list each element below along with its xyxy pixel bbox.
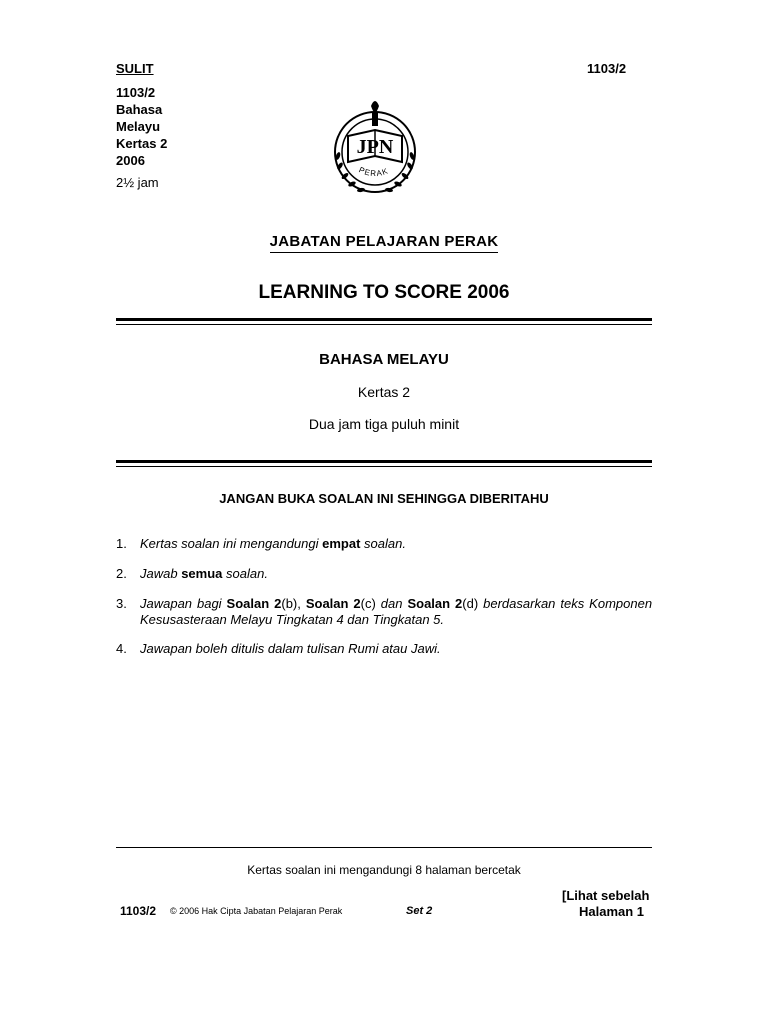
paper-code-right: 1103/2 — [587, 61, 627, 76]
program-title: LEARNING TO SCORE 2006 — [258, 282, 510, 303]
duration-label: 2½ jam — [116, 175, 159, 190]
header-left-block — [116, 84, 167, 169]
sulit-label: SULIT — [116, 61, 154, 76]
page-count-note: Kertas soalan ini mengandungi 8 halaman bercetak — [247, 863, 521, 877]
subject-name: BAHASA MELAYU — [319, 351, 449, 368]
see-over-label: [Lihat sebelah — [562, 888, 650, 903]
instruction-number: 3. — [116, 596, 127, 611]
header-line: 2006 — [116, 153, 145, 168]
footer-rule — [116, 847, 652, 848]
instruction-text: Kertas soalan ini mengandungi empat soalan. — [140, 536, 406, 551]
instruction-text: Jawapan boleh ditulis dalam tulisan Rumi atau Jawi. — [140, 641, 441, 656]
crest-perak-text: PERAK — [357, 165, 390, 179]
bottom-double-rule — [116, 460, 652, 467]
instruction-number: 2. — [116, 566, 127, 581]
instruction-text: Jawapan bagi Soalan 2(b), Soalan 2(c) dan Soalan 2(d) berdasarkan teks Komponen Kesusasteraan Melayu Tingkatan 4 dan Tingkatan 5. — [140, 596, 653, 627]
header-line: Kertas 2 — [116, 136, 168, 151]
copyright-note: © 2006 Hak Cipta Jabatan Pelajaran Perak — [170, 906, 343, 916]
instruction-number: 4. — [116, 641, 127, 656]
header-line: 1103/2 — [116, 85, 156, 100]
paper-number: Kertas 2 — [357, 384, 411, 400]
top-double-rule — [116, 318, 652, 325]
duration-words: Dua jam tiga puluh minit — [308, 416, 460, 432]
warning-heading: JANGAN BUKA SOALAN INI SEHINGGA DIBERITAHU — [219, 491, 549, 506]
footer-paper-code: 1103/2 — [120, 904, 157, 918]
instruction-number: 1. — [116, 536, 127, 551]
set-label: Set 2 — [406, 905, 433, 917]
department-title: JABATAN PELAJARAN PERAK — [0, 233, 768, 250]
instruction-text: Jawab semua soalan. — [140, 566, 268, 581]
header-line: Bahasa — [116, 102, 163, 117]
header-line: Melayu — [116, 119, 161, 134]
jpn-perak-crest-logo — [320, 96, 430, 206]
crest-jpn-text: JPN — [356, 136, 394, 158]
page-number: Halaman 1 — [579, 904, 645, 919]
svg-text:PERAK — [357, 165, 389, 178]
